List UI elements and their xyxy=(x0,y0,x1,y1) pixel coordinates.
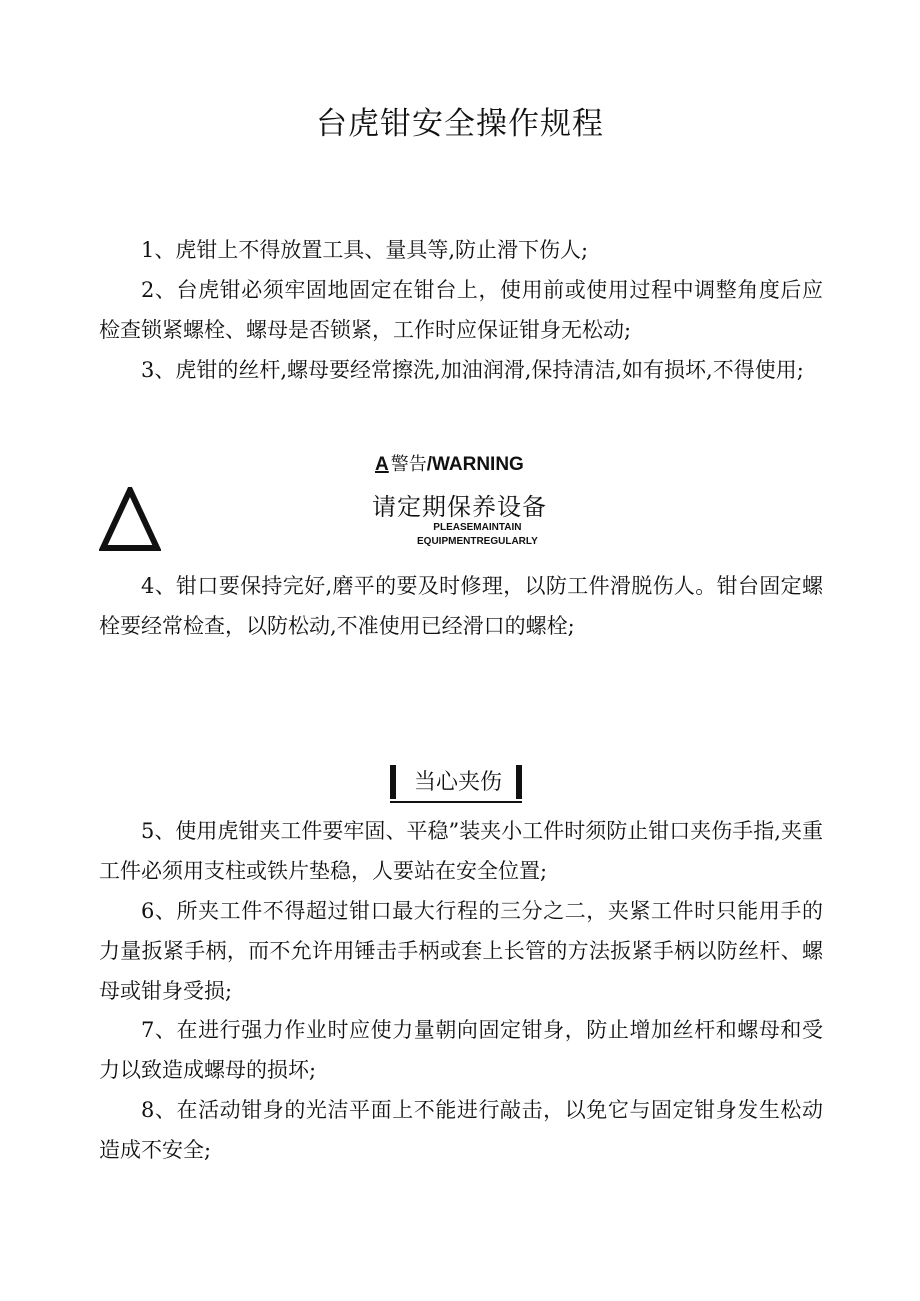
rule-paragraph-6: 6、所夹工件不得超过钳口最大行程的三分之二，夹紧工件时只能用手的力量扳紧手柄，而不允许用锤击手柄或套上长管的方法扳紧手柄以防丝杆、螺母或钳身受损; xyxy=(99,899,823,1003)
rule-paragraph-7: 7、在进行强力作业时应使力量朝向固定钳身，防止增加丝杆和螺母和受力以致造成螺母的损坏; xyxy=(99,1018,823,1082)
caution-text: 当心夹伤 xyxy=(414,770,503,795)
warning-message-en-line1: PLEASEMAINTAIN xyxy=(433,522,522,533)
rule-paragraph-8: 8、在活动钳身的光洁平面上不能进行敲击，以免它与固定钳身发生松动造成不安全; xyxy=(99,1098,823,1162)
warning-sign xyxy=(99,447,823,557)
warning-message-en xyxy=(417,521,538,549)
rule-paragraph-4: 4、钳口要保持完好,磨平的要及时修理，以防工件滑脱伤人。钳台固定螺栓要经常检查，以防松动,不准使用已经滑口的螺栓; xyxy=(99,574,823,638)
rule-paragraph-2: 2、台虎钳必须牢固地固定在钳台上，使用前或使用过程中调整角度后应检查锁紧螺栓、螺母是否锁紧，工作时应保证钳身无松动; xyxy=(99,278,823,342)
warning-heading-en: /WARNING xyxy=(426,454,524,475)
warning-message-cn: 请定期保养设备 xyxy=(372,493,547,521)
caution-pinch-sign xyxy=(390,763,522,803)
caution-right-bar xyxy=(516,765,522,799)
warning-triangle-icon xyxy=(99,487,161,551)
warning-heading-cn: 警告 xyxy=(390,454,427,475)
warning-heading xyxy=(375,450,524,476)
rule-paragraph-3: 3、虎钳的丝杆,螺母要经常擦洗,加油润滑,保持清洁,如有损坏,不得使用; xyxy=(141,358,804,382)
caution-left-bar xyxy=(390,765,396,799)
warning-a-letter: A xyxy=(375,454,389,475)
rule-paragraph-5: 5、使用虎钳夹工件要牢固、平稳”装夹小工件时须防止钳口夹伤手指,夹重工件必须用支柱或铁片垫稳，人要站在安全位置; xyxy=(99,819,823,883)
rule-paragraph-1: 1、虎钳上不得放置工具、量具等,防止滑下伤人; xyxy=(141,238,589,262)
document-title: 台虎钳安全操作规程 xyxy=(316,106,604,142)
caution-underline xyxy=(390,801,522,803)
warning-message-en-line2: EQUIPMENTREGULARLY xyxy=(417,536,538,547)
